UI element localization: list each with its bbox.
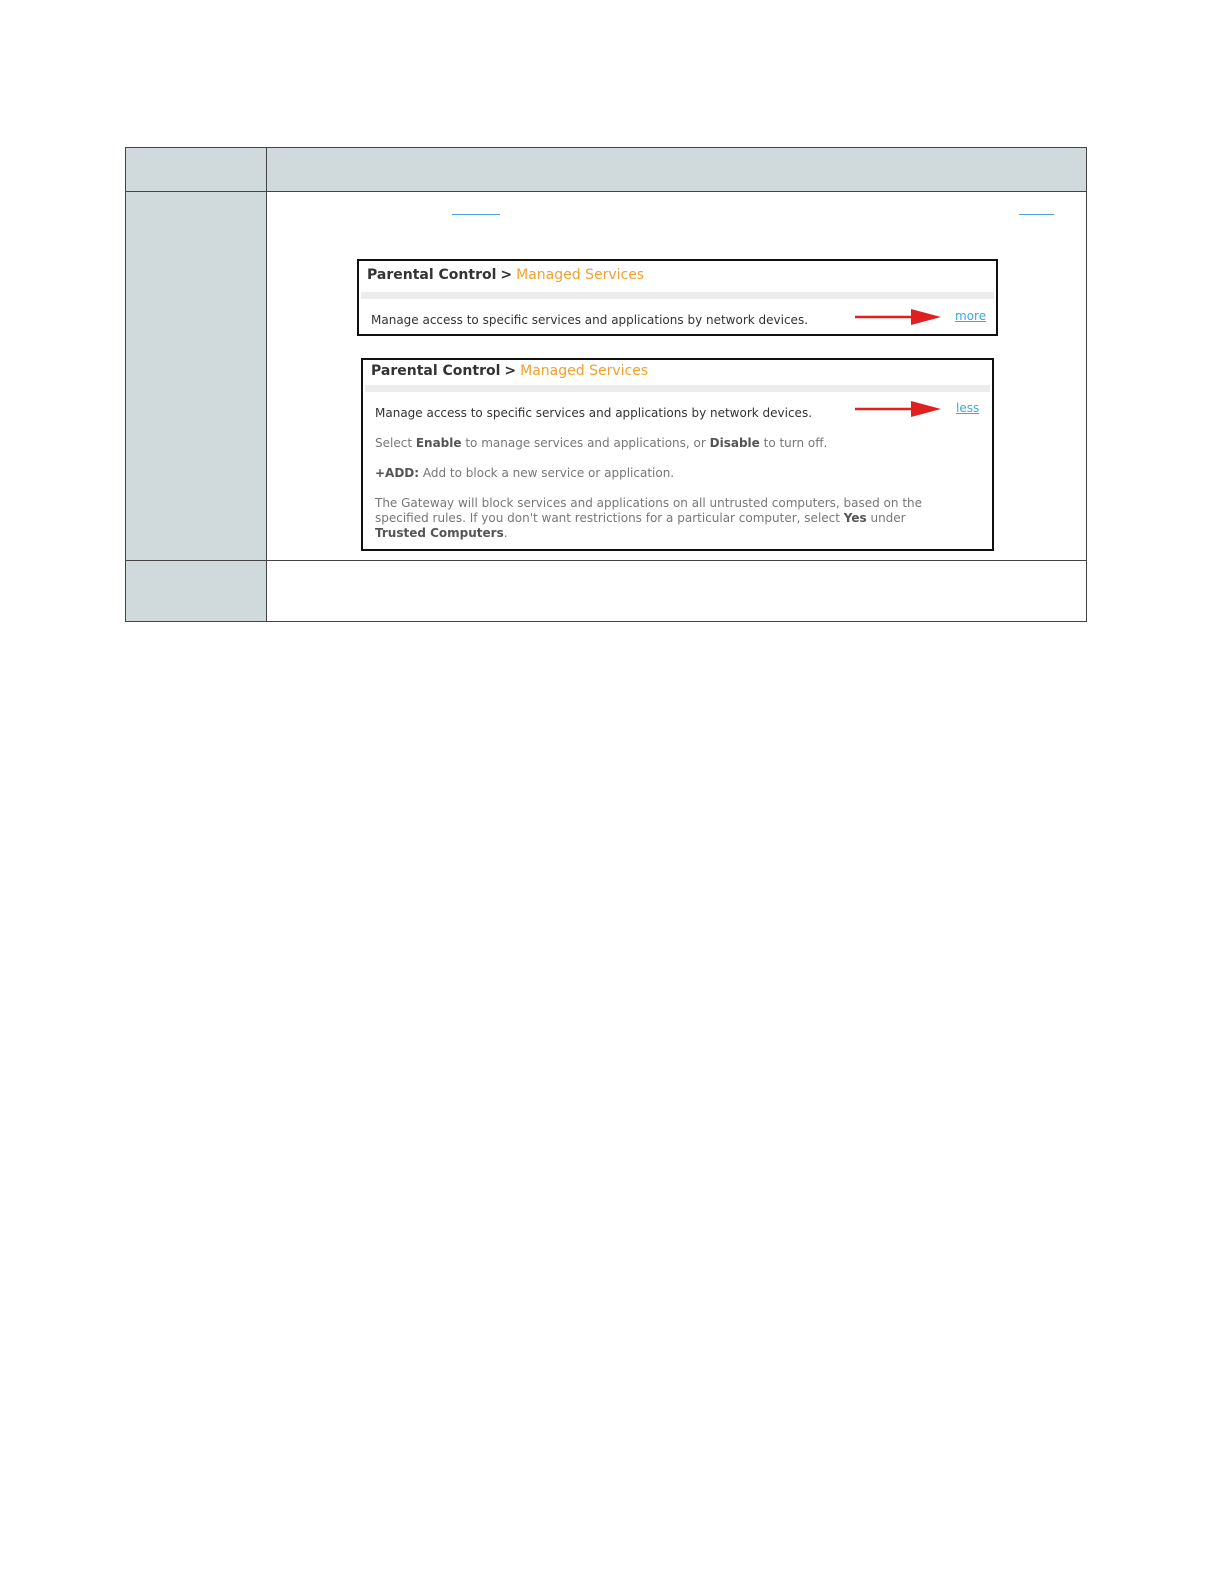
title-main: Parental Control: [371, 363, 501, 379]
title-main: Parental Control: [367, 267, 497, 283]
help-line-select: Select Enable to manage services and applications, or Disable to turn off.: [375, 436, 828, 450]
document-table: [125, 147, 1087, 622]
breadcrumb-separator: >: [504, 363, 517, 379]
title-band: [361, 292, 994, 299]
title-band: [365, 385, 990, 392]
link-underline-stub: [452, 214, 500, 215]
link-underline-stub: [1019, 214, 1054, 215]
table-left-column: [126, 148, 267, 621]
page-title: [371, 363, 648, 379]
title-sub: Managed Services: [520, 363, 649, 379]
help-line-gateway-1: The Gateway will block services and applications on all untrusted computers, based on the: [375, 496, 923, 510]
description-text: Manage access to specific services and applications by network devices.: [375, 406, 813, 420]
breadcrumb-separator: >: [500, 267, 513, 283]
header-divider: [126, 191, 1086, 192]
screenshot-collapsed: [357, 259, 998, 336]
right-arrow-icon: [853, 307, 943, 327]
page-title: [367, 267, 644, 283]
less-link[interactable]: less: [956, 401, 980, 415]
description-text: Manage access to specific services and applications by network devices.: [371, 313, 809, 327]
title-sub: Managed Services: [516, 267, 645, 283]
help-line-gateway-3: Trusted Computers.: [375, 526, 508, 540]
screenshot-expanded: [361, 358, 994, 551]
help-line-add: +ADD: Add to block a new service or application.: [375, 466, 675, 480]
help-line-gateway-2: specified rules. If you don't want restrictions for a particular computer, select Yes under: [375, 511, 906, 525]
row-divider: [126, 560, 1086, 561]
more-link[interactable]: more: [955, 309, 987, 323]
right-arrow-icon: [853, 399, 943, 419]
table-header-row: [267, 148, 1086, 191]
